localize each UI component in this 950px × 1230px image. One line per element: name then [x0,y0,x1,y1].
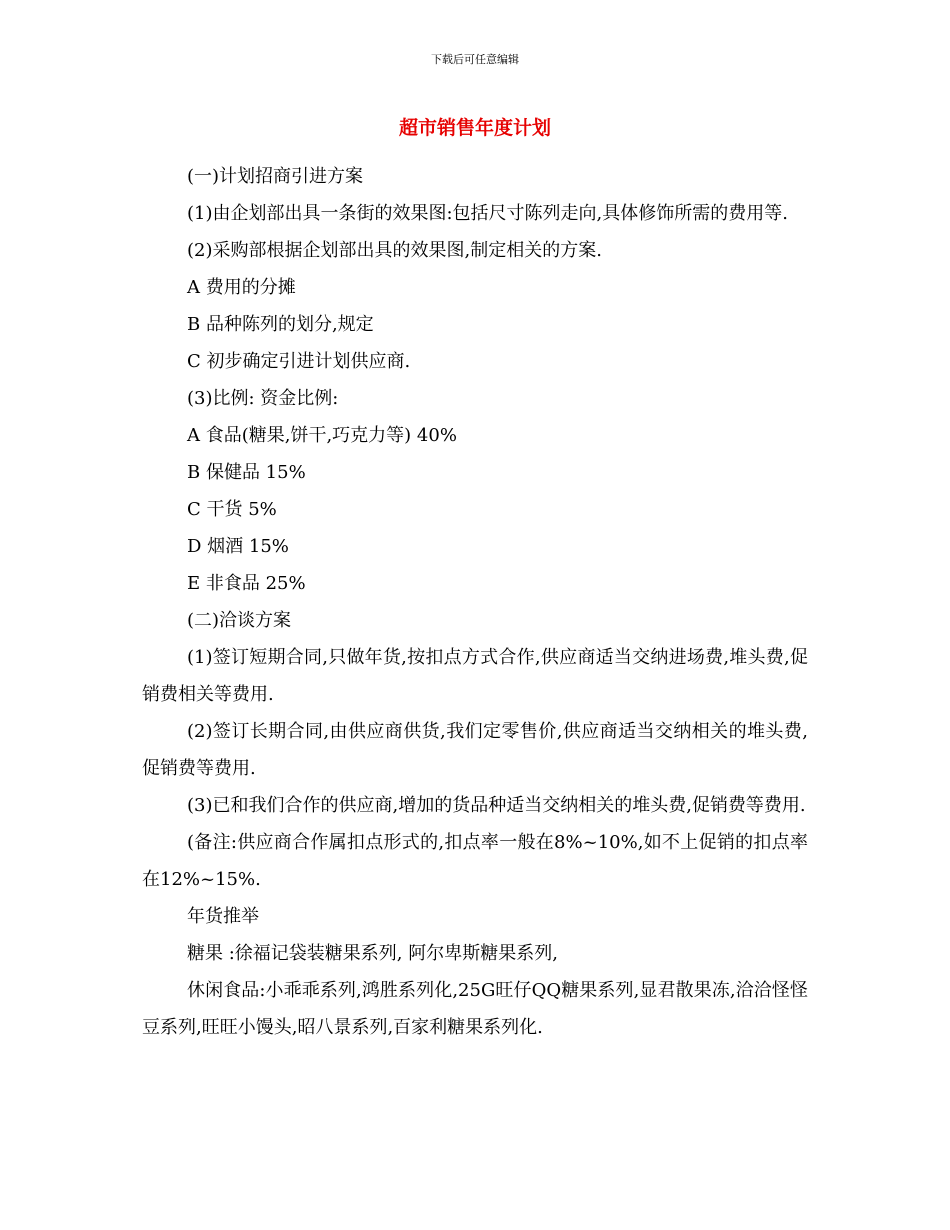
paragraph: 休闲食品:小乖乖系列,鸿胜系列化,25G旺仔QQ糖果系列,显君散果冻,洽洽怪怪豆系列,旺旺小馒头,昭八景系列,百家利糖果系列化. [142,980,808,1038]
section-heading-2: (二)洽谈方案 [187,610,292,631]
paragraph: (3)已和我们合作的供应商,增加的货品种适当交纳相关的堆头费,促销费等费用. [187,795,806,816]
list-item: D 烟酒 15% [187,536,289,557]
list-item: A 费用的分摊 [187,277,296,298]
document-body [142,158,808,1046]
paragraph: (备注:供应商合作属扣点形式的,扣点率一般在8%~10%,如不上促销的扣点率在12%~15%. [142,832,808,890]
header-note: 下载后可任意编辑 [431,53,519,66]
paragraph: (3)比例: 资金比例: [187,388,339,409]
paragraph: (2)采购部根据企划部出具的效果图,制定相关的方案. [187,240,602,261]
section-heading-3: 年货推举 [187,906,259,927]
list-item: B 品种陈列的划分,规定 [187,314,374,335]
paragraph: (1)由企划部出具一条街的效果图:包括尺寸陈列走向,具体修饰所需的费用等. [187,203,789,224]
paragraph: 糖果 :徐福记袋装糖果系列, 阿尔卑斯糖果系列, [187,943,558,964]
list-item: B 保健品 15% [187,462,306,483]
list-item: E 非食品 25% [187,573,306,594]
paragraph: (2)签订长期合同,由供应商供货,我们定零售价,供应商适当交纳相关的堆头费,促销费等费用. [142,721,808,779]
paragraph: (1)签订短期合同,只做年货,按扣点方式合作,供应商适当交纳进场费,堆头费,促销费相关等费用. [142,647,808,705]
document-title: 超市销售年度计划 [398,117,551,139]
section-heading-1: (一)计划招商引进方案 [187,166,364,187]
list-item: C 干货 5% [187,499,277,520]
list-item: A 食品(糖果,饼干,巧克力等) 40% [187,425,457,446]
list-item: C 初步确定引进计划供应商. [187,351,411,372]
